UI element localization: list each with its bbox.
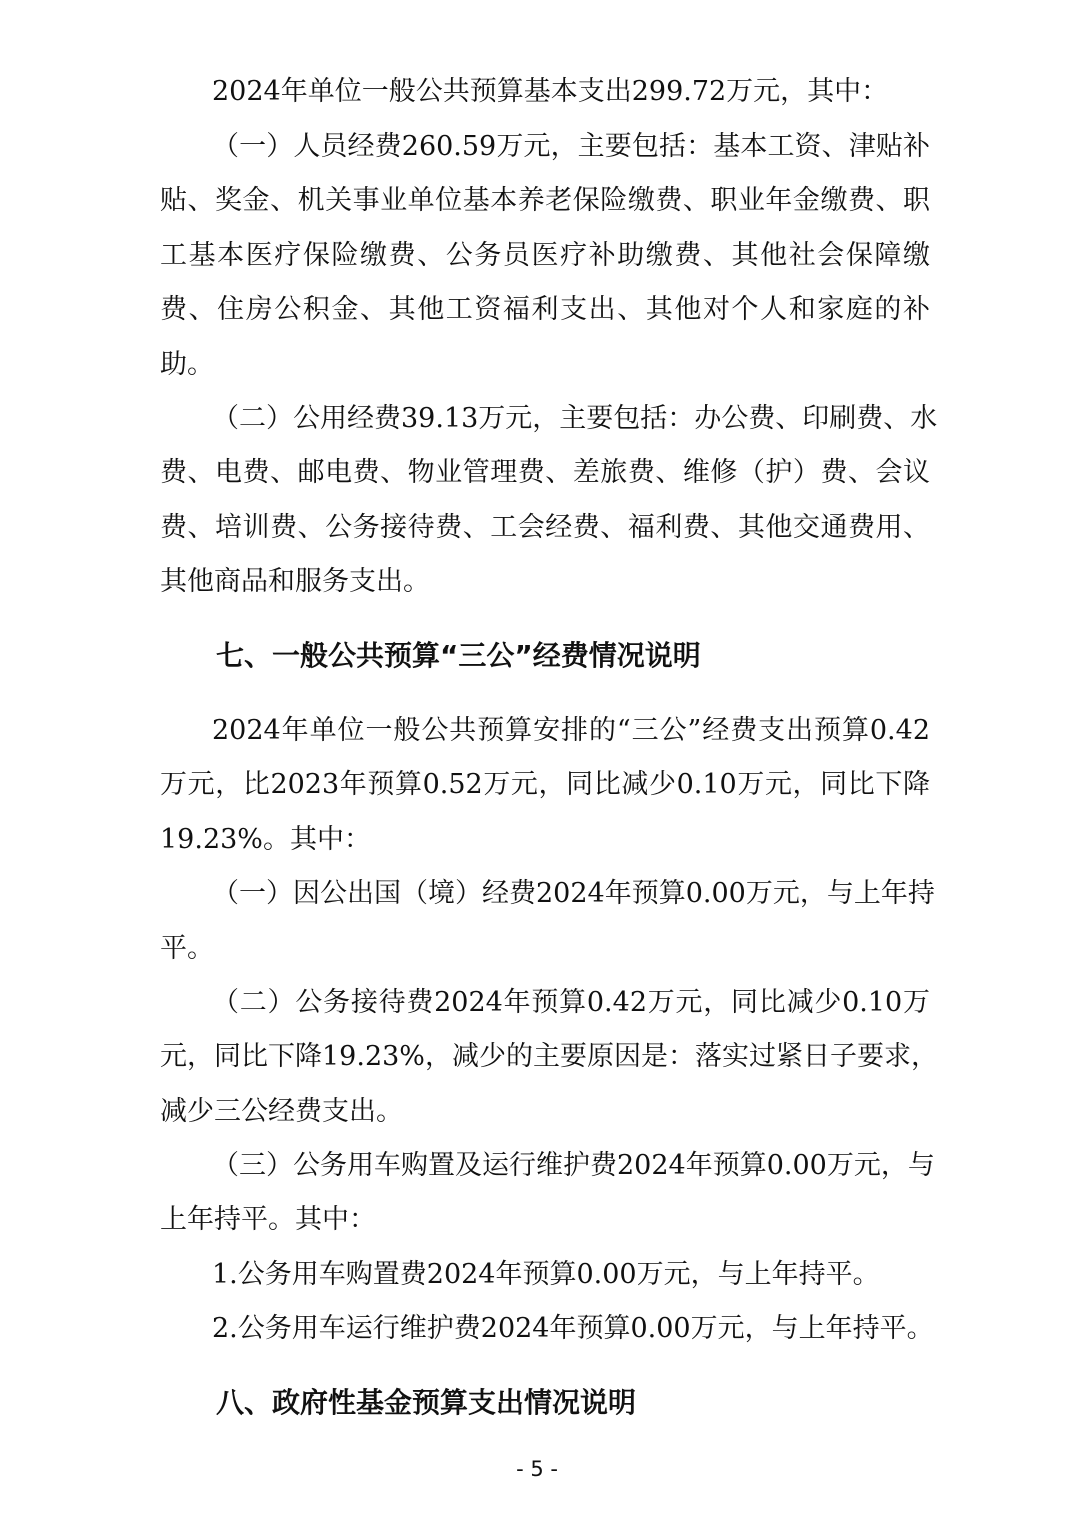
section-heading: 八、政府性基金预算支出情况说明 [216, 1386, 637, 1419]
paragraph-line: 2024年单位一般公共预算安排的“三公”经费支出预算0.42 [212, 715, 930, 746]
paragraph-line: 1.公务用车购置费2024年预算0.00万元，与上年持平。 [212, 1259, 880, 1290]
paragraph-line: 元，同比下降19.23%，减少的主要原因是：落实过紧日子要求， [160, 1041, 938, 1072]
paragraph-line: 费、电费、邮电费、物业管理费、差旅费、维修（护）费、会议 [160, 457, 930, 488]
paragraph-line: （一）人员经费260.59万元，主要包括：基本工资、津贴补 [212, 131, 930, 162]
paragraph-line: （一）因公出国（境）经费2024年预算0.00万元，与上年持 [212, 878, 935, 909]
paragraph-line: 减少三公经费支出。 [160, 1096, 403, 1127]
paragraph-line: 2.公务用车运行维护费2024年预算0.00万元，与上年持平。 [212, 1313, 934, 1344]
paragraph-line: 上年持平。其中： [160, 1204, 376, 1235]
paragraph-line: 费、培训费、公务接待费、工会经费、福利费、其他交通费用、 [160, 512, 930, 543]
paragraph-line: 工基本医疗保险缴费、公务员医疗补助缴费、其他社会保障缴 [160, 240, 930, 271]
paragraph-line: 助。 [160, 349, 214, 380]
page-number: - 5 - [516, 1457, 558, 1481]
section-heading: 七、一般公共预算“三公”经费情况说明 [216, 639, 701, 672]
paragraph-line: （二）公务接待费2024年预算0.42万元，同比减少0.10万 [212, 987, 930, 1018]
paragraph-line: 19.23%。其中： [160, 824, 371, 855]
paragraph-line: 贴、奖金、机关事业单位基本养老保险缴费、职业年金缴费、职 [160, 185, 930, 216]
paragraph-line: 费、住房公积金、其他工资福利支出、其他对个人和家庭的补 [160, 294, 930, 325]
paragraph-line: 2024年单位一般公共预算基本支出299.72万元，其中： [212, 76, 889, 107]
paragraph-line: 平。 [160, 933, 214, 964]
paragraph-line: 万元，比2023年预算0.52万元，同比减少0.10万元，同比下降 [160, 769, 930, 800]
paragraph-line: （三）公务用车购置及运行维护费2024年预算0.00万元，与 [212, 1150, 935, 1181]
paragraph-line: 其他商品和服务支出。 [160, 566, 430, 597]
paragraph-line: （二）公用经费39.13万元，主要包括：办公费、印刷费、水 [212, 403, 938, 434]
